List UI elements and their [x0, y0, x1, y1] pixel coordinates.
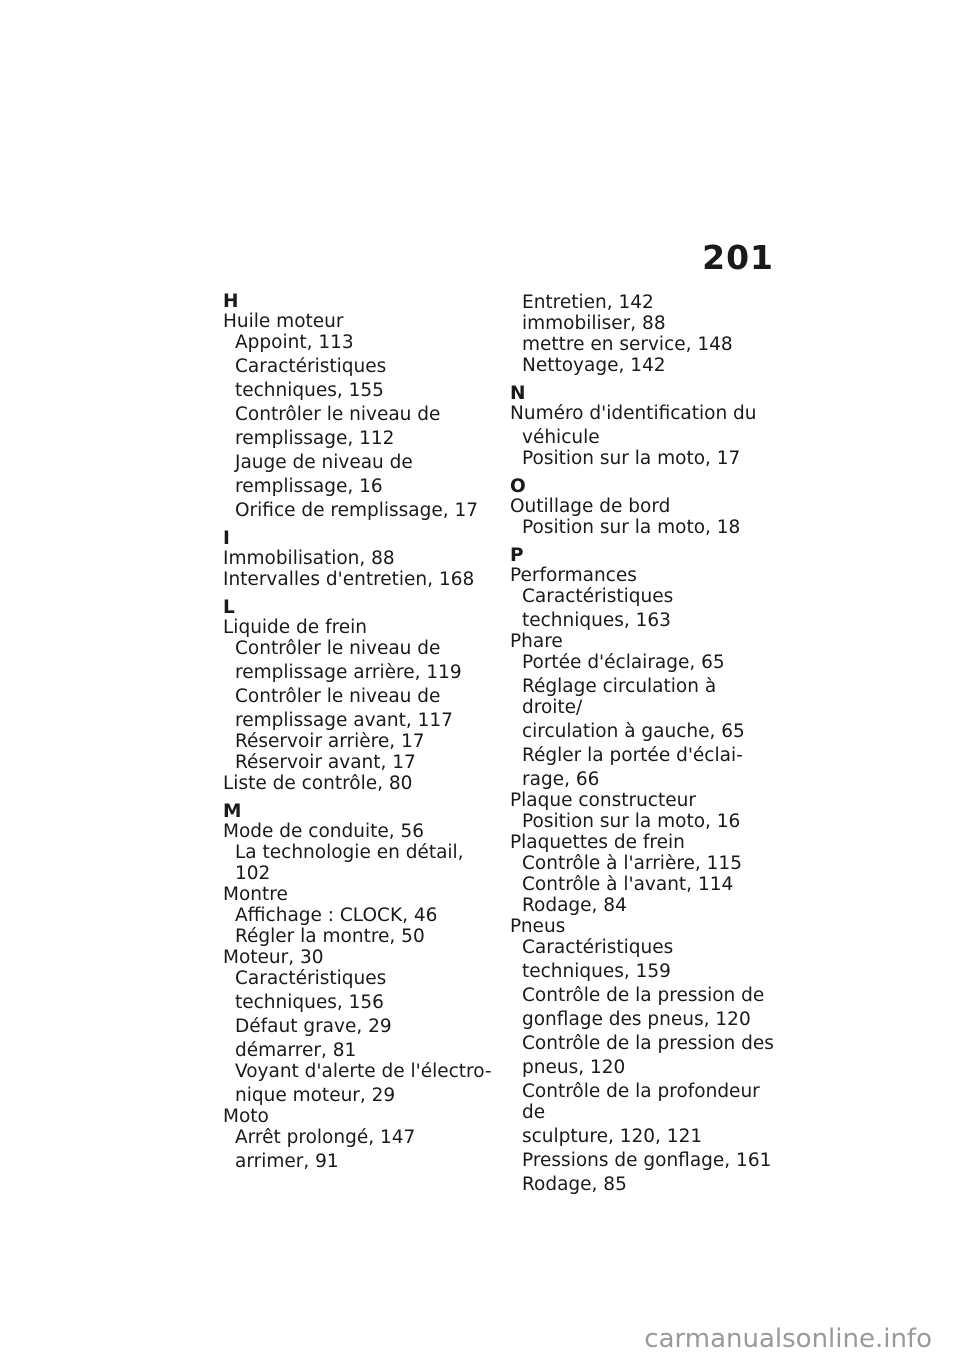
index-entry: Pneus	[510, 916, 566, 937]
index-subentry-cont: nique moteur, 29	[235, 1085, 396, 1106]
index-subentry: Contrôler le niveau de	[235, 638, 441, 659]
index-subentry: Contrôle de la pression des	[522, 1033, 774, 1054]
index-section-l	[223, 598, 493, 794]
index-subentry: Caractéristiques	[235, 968, 387, 989]
watermark: carmanualsonline.info	[644, 1324, 932, 1354]
index-section-o	[510, 477, 780, 538]
index-subentry: Contrôler le niveau de	[235, 404, 441, 425]
index-subentry: Position sur la moto, 18	[522, 517, 741, 538]
index-section-h	[223, 292, 493, 521]
index-subentry: Orifice de remplissage, 17	[235, 500, 479, 521]
index-subentry: immobiliser, 88	[522, 313, 666, 334]
index-section-m-cont	[510, 292, 780, 376]
index-entry: Liquide de frein	[223, 617, 368, 638]
section-letter-o: O	[510, 476, 526, 497]
index-column-right	[510, 292, 780, 1203]
section-letter-n: N	[510, 383, 526, 404]
index-subentry: Position sur la moto, 16	[522, 811, 741, 832]
index-subentry-cont: remplissage avant, 117	[235, 710, 453, 731]
index-subentry: Affichage : CLOCK, 46	[235, 905, 438, 926]
index-subentry: La technologie en détail, 102	[235, 842, 464, 884]
index-subentry-cont: rage, 66	[522, 769, 600, 790]
index-subentry: Pressions de gonflage, 161	[522, 1150, 772, 1171]
index-subentry-cont: pneus, 120	[522, 1057, 626, 1078]
index-subentry: Régler la montre, 50	[235, 926, 425, 947]
index-subentry: Caractéristiques	[522, 937, 674, 958]
index-subentry: arrimer, 91	[235, 1151, 339, 1172]
index-subentry: Contrôle de la pression de	[522, 985, 765, 1006]
index-entry: Moto	[223, 1106, 269, 1127]
index-section-i	[223, 529, 493, 590]
index-subentry: Contrôle de la profondeur de	[522, 1081, 760, 1123]
index-entry-cont: véhicule	[522, 427, 600, 448]
index-subentry-cont: techniques, 156	[235, 992, 384, 1013]
index-subentry: Réglage circulation à droite/	[522, 676, 717, 718]
index-subentry-cont: remplissage arrière, 119	[235, 662, 462, 683]
section-letter-m: M	[223, 801, 242, 822]
index-subentry-cont: gonflage des pneus, 120	[522, 1009, 751, 1030]
index-subentry: Caractéristiques	[522, 586, 674, 607]
index-entry: Plaquettes de frein	[510, 832, 685, 853]
index-subentry: Rodage, 84	[522, 895, 627, 916]
page-number: 201	[702, 238, 774, 277]
index-entry: Mode de conduite, 56	[223, 821, 425, 842]
index-entry: Liste de contrôle, 80	[223, 773, 413, 794]
section-letter-h: H	[223, 291, 239, 312]
index-entry: Huile moteur	[223, 311, 344, 332]
index-subentry-cont: techniques, 159	[522, 961, 671, 982]
index-subentry-cont: circulation à gauche, 65	[522, 721, 745, 742]
index-subentry-cont: remplissage, 112	[235, 428, 395, 449]
index-column-left	[223, 292, 493, 1180]
index-subentry: Contrôle à l'avant, 114	[522, 874, 734, 895]
index-entry: Performances	[510, 565, 637, 586]
index-subentry: Appoint, 113	[235, 332, 354, 353]
index-subentry: Jauge de niveau de	[235, 452, 413, 473]
section-letter-l: L	[223, 597, 235, 618]
index-entry: Montre	[223, 884, 288, 905]
index-subentry: Contrôle à l'arrière, 115	[522, 853, 742, 874]
index-subentry: Régler la portée d'éclai-	[522, 745, 743, 766]
index-subentry: Réservoir arrière, 17	[235, 731, 425, 752]
index-subentry: mettre en service, 148	[522, 334, 733, 355]
index-subentry: Entretien, 142	[522, 292, 654, 313]
index-entry: Outillage de bord	[510, 496, 671, 517]
index-entry: Phare	[510, 631, 563, 652]
section-letter-i: I	[223, 528, 230, 549]
index-subentry-cont: remplissage, 16	[235, 476, 383, 497]
index-subentry: démarrer, 81	[235, 1040, 357, 1061]
index-subentry: Position sur la moto, 17	[522, 448, 741, 469]
index-subentry: Réservoir avant, 17	[235, 752, 416, 773]
index-subentry: Arrêt prolongé, 147	[235, 1127, 416, 1148]
index-subentry: Rodage, 85	[522, 1174, 627, 1195]
index-entry: Plaque constructeur	[510, 790, 696, 811]
index-subentry: Contrôler le niveau de	[235, 686, 441, 707]
index-subentry: Défaut grave, 29	[235, 1016, 392, 1037]
index-subentry-cont: techniques, 163	[522, 610, 671, 631]
index-subentry-cont: techniques, 155	[235, 380, 384, 401]
section-letter-p: P	[510, 545, 524, 566]
index-entry: Numéro d'identification du	[510, 403, 757, 424]
index-subentry: Nettoyage, 142	[522, 355, 666, 376]
index-entry: Immobilisation, 88	[223, 548, 395, 569]
index-entry: Moteur, 30	[223, 947, 324, 968]
index-subentry: Voyant d'alerte de l'électro-	[235, 1061, 492, 1082]
index-subentry-cont: sculpture, 120, 121	[522, 1126, 703, 1147]
index-section-m	[223, 802, 493, 1172]
index-section-p	[510, 546, 780, 1195]
index-entry: Intervalles d'entretien, 168	[223, 569, 475, 590]
index-subentry: Caractéristiques	[235, 356, 387, 377]
index-section-n	[510, 384, 780, 469]
index-subentry: Portée d'éclairage, 65	[522, 652, 725, 673]
